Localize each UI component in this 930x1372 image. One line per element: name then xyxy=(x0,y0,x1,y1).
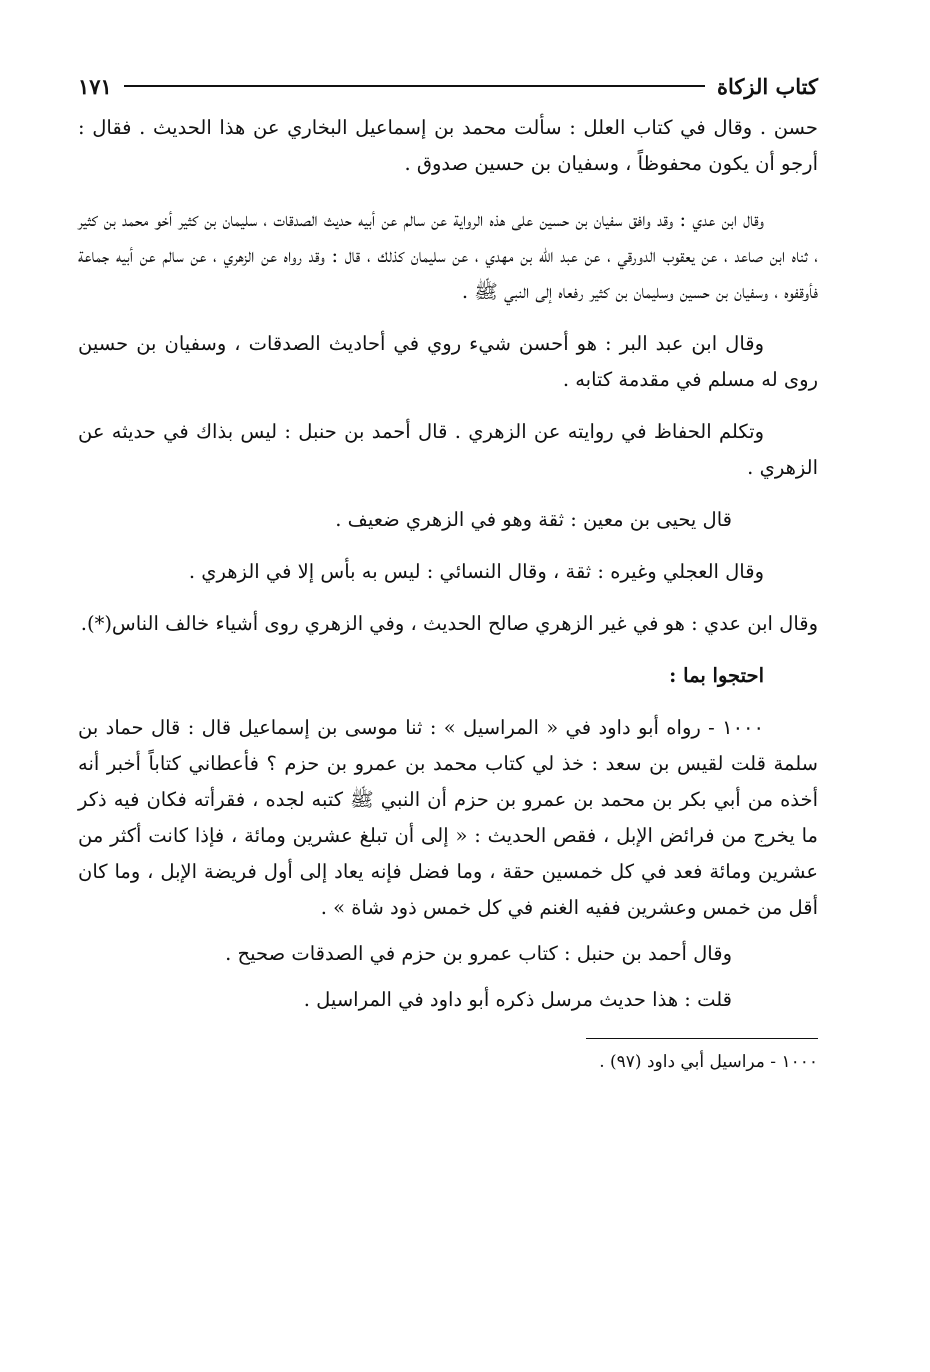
paragraph: وقال العجلي وغيره : ثقة ، وقال النسائي : ليس به بأس إلا في الزهري . xyxy=(188,560,764,583)
footnote: ١٠٠٠ - مراسيل أبي داود (٩٧) . xyxy=(599,1052,818,1072)
paragraph: وقال ابن عدي : وقد وافق سفيان بن حسين على هذه الرواية عن سالم عن أبيه حديث الصدقات ، سليمان بن كثير أخو محمد بن كثير ، ثناه ابن صاعد ، عن يعقوب الدورقي ، عن عبد الله بن مهدي ، عن سليمان كذلك ، قال : وقد رواه عن الزهري ، عن سالم عن أبيه جماعة فأوقفوه ، وسفيان بن حسين وسليمان بن كثير رفعاه إلى النبي ﷺ . xyxy=(78,208,818,303)
paragraph: وقال ابن عبد البر : هو أحسن شيء روي في أحاديث الصدقات ، وسفيان بن حسين روى له مسلم في مقدمة كتابه . xyxy=(78,332,818,391)
paragraph: وقال ابن عدي : هو في غير الزهري صالح الحديث ، وفي الزهري روى أشياء خالف الناس(*). xyxy=(80,612,818,635)
chapter-title: كتاب الزكاة xyxy=(716,73,818,99)
paragraph: وقال أحمد بن حنبل : كتاب عمرو بن حزم في الصدقات صحيح . xyxy=(225,942,732,965)
page-number: ١٧١ xyxy=(78,73,112,99)
book-page xyxy=(78,66,818,1326)
page-header xyxy=(78,66,818,106)
paragraph: حسن . وقال في كتاب العلل : سألت محمد بن إسماعيل البخاري عن هذا الحديث . فقال : أرجو أن يكون محفوظاً ، وسفيان بن حسين صدوق . xyxy=(78,116,818,175)
hadith-entry: ١٠٠٠ - رواه أبو داود في « المراسيل » : ثنا موسى بن إسماعيل قال : قال حماد بن سلمة قلت لقيس بن سعد : خذ لي كتاب محمد بن عمرو بن حزم ؟ فأعطاني كتاباً أخبر أنه أخذه من أبي بكر بن محمد بن عمرو بن حزم أن النبي ﷺ كتبه لجده ، فقرأته فكان فيه ذكر ما يخرج من فرائض الإبل ، فقص الحديث : « إلى أن تبلغ عشرين ومائة ، فإذا كانت أكثر من عشرين ومائة فعد في كل خمسين حقة ، وما فضل فإنه يعاد إلى أول فريضة الإبل ، وما كان أقل من خمس وعشرين ففيه الغنم في كل خمس ذود شاة » . xyxy=(78,716,818,919)
paragraph: وتكلم الحفاظ في روايته عن الزهري . قال أحمد بن حنبل : ليس بذاك في حديثه عن الزهري . xyxy=(78,420,818,479)
footnote-rule xyxy=(586,1038,818,1039)
paragraph: قال يحيى بن معين : ثقة وهو في الزهري ضعيف . xyxy=(335,508,732,531)
header-rule xyxy=(124,85,705,87)
section-heading: احتجوا بما : xyxy=(669,664,764,687)
paragraph: قلت : هذا حديث مرسل ذكره أبو داود في المراسيل . xyxy=(303,988,732,1011)
page-body xyxy=(78,110,818,1018)
